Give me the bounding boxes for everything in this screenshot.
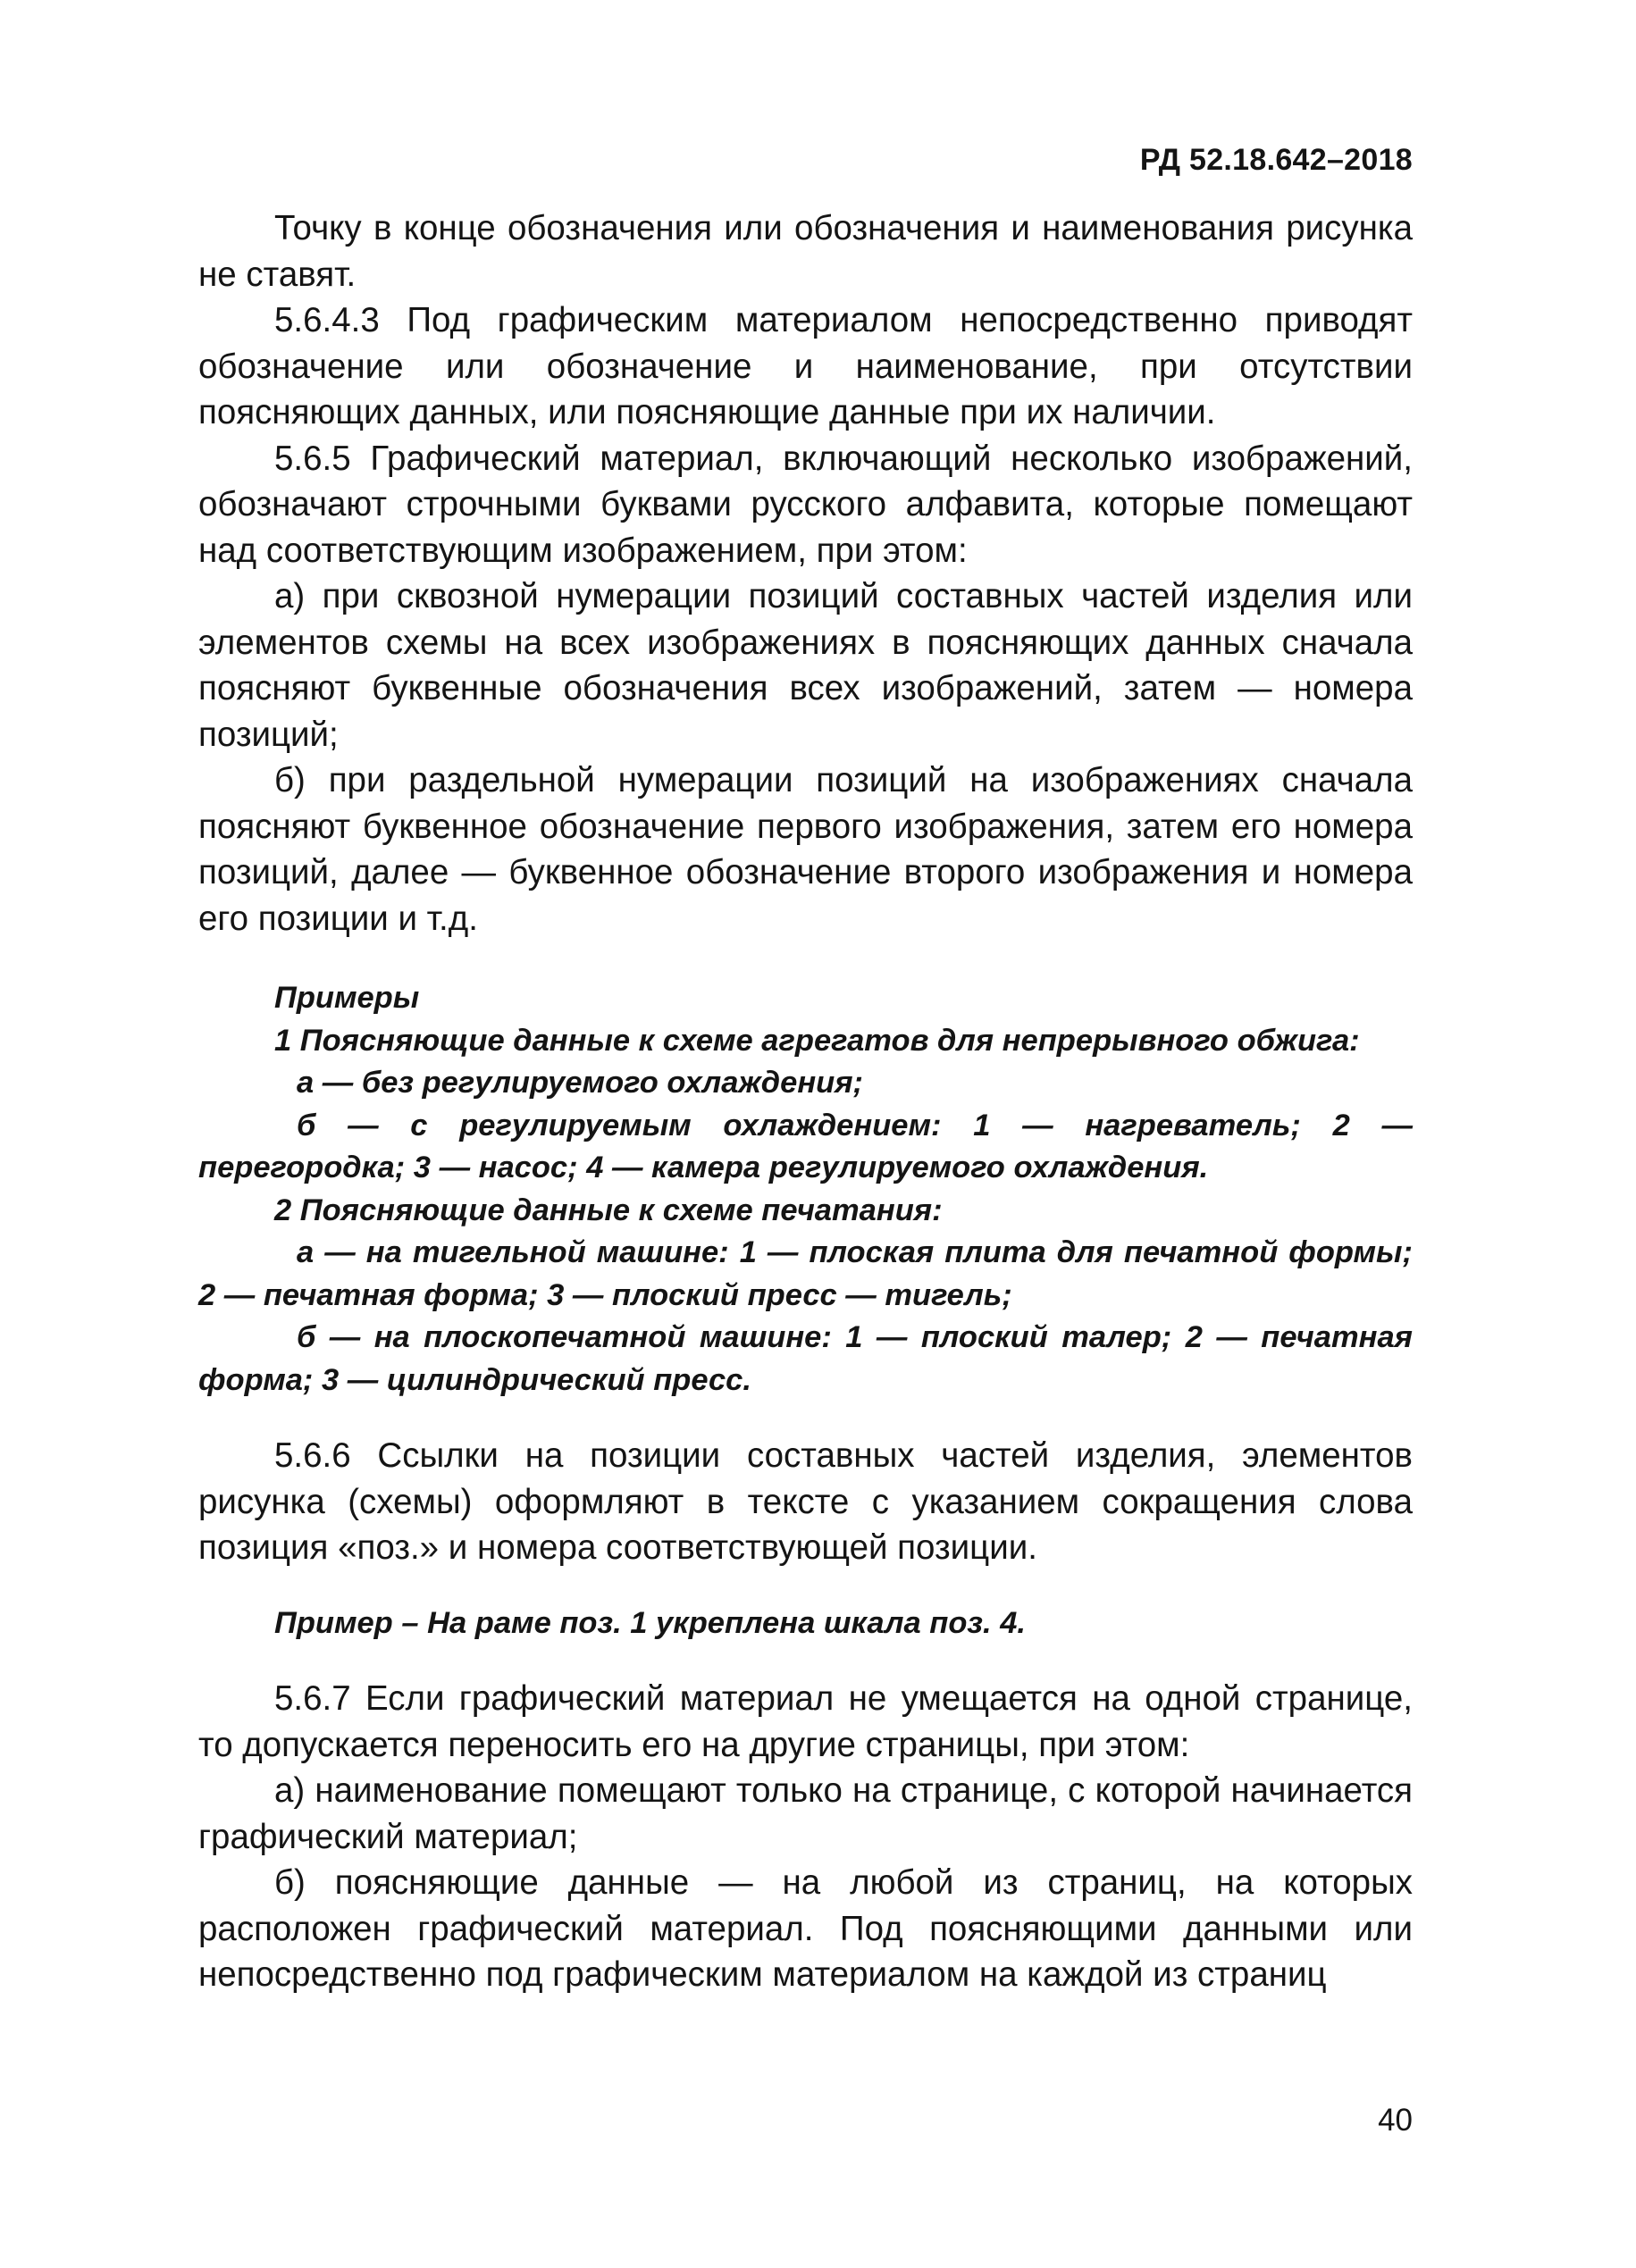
page-number: 40 bbox=[1378, 2103, 1413, 2138]
example-single-block bbox=[198, 1603, 1413, 1645]
example-2: 2 Поясняющие данные к схеме печатания: bbox=[274, 1193, 943, 1227]
example-1-a: а — без регулируемого охлаждения; bbox=[297, 1066, 864, 1100]
paragraph-5-6-4-3: 5.6.4.3 Под графическим материалом непосредственно приводят обозначение или обозначение и наименование, при отсутствии поясняющих данных, или поясняющие данные при их наличии. bbox=[198, 301, 1413, 431]
list-item-a-2: а) наименование помещают только на странице, с которой начинается графический материал; bbox=[198, 1771, 1413, 1856]
paragraph-5-6-6: 5.6.6 Ссылки на позиции составных частей изделия, элементов рисунка (схемы) оформляют в тексте с указанием сокращения слова позиция «поз.» и номера соответствующей позиции. bbox=[198, 1436, 1413, 1567]
paragraph-figure-caption-period: Точку в конце обозначения или обозначения и наименования рисунка не ставят. bbox=[198, 209, 1413, 294]
main-text bbox=[198, 205, 1413, 1998]
document-page bbox=[198, 0, 1413, 2268]
paragraph-5-6-7: 5.6.7 Если графический материал не умещается на одной странице, то допускается переносить его на другие страницы, при этом: bbox=[198, 1679, 1413, 1764]
example-2-b: б — на плоскопечатной машине: 1 — плоский талер; 2 — печатная форма; 3 — цилиндрический пресс. bbox=[198, 1320, 1413, 1397]
document-designation: РД 52.18.642–2018 bbox=[1139, 143, 1413, 177]
example-1-b: б — с регулируемым охлаждением: 1 — нагреватель; 2 — перегородка; 3 — насос; 4 — камера регулируемого охлаждения. bbox=[198, 1108, 1413, 1184]
example-single: Пример – На раме поз. 1 укреплена шкала поз. 4. bbox=[274, 1605, 1026, 1640]
list-item-b: б) при раздельной нумерации позиций на изображениях сначала поясняют буквенное обозначение первого изображения, затем его номера позиций, далее — буквенное обозначение второго изображения и номера его позиции и т.д. bbox=[198, 761, 1413, 938]
example-1: 1 Поясняющие данные к схеме агрегатов для непрерывного обжига: bbox=[274, 1023, 1360, 1058]
list-item-b-2: б) поясняющие данные — на любой из страниц, на которых расположен графический материал. Под поясняющими данными или непосредственно под графическим материалом на каждой из страниц bbox=[198, 1863, 1413, 1994]
examples-heading: Примеры bbox=[274, 981, 420, 1015]
list-item-a: а) при сквозной нумерации позиций составных частей изделия или элементов схемы на всех изображениях в поясняющих данных сначала поясняют буквенные обозначения всех изображений, затем — номера позиций; bbox=[198, 577, 1413, 754]
examples-block bbox=[198, 977, 1413, 1402]
example-2-a: а — на тигельной машине: 1 — плоская плита для печатной формы; 2 — печатная форма; 3 — плоский пресс — тигель; bbox=[198, 1235, 1413, 1312]
paragraph-5-6-5: 5.6.5 Графический материал, включающий несколько изображений, обозначают строчными буквами русского алфавита, которые помещают над соответствующим изображением, при этом: bbox=[198, 439, 1413, 570]
